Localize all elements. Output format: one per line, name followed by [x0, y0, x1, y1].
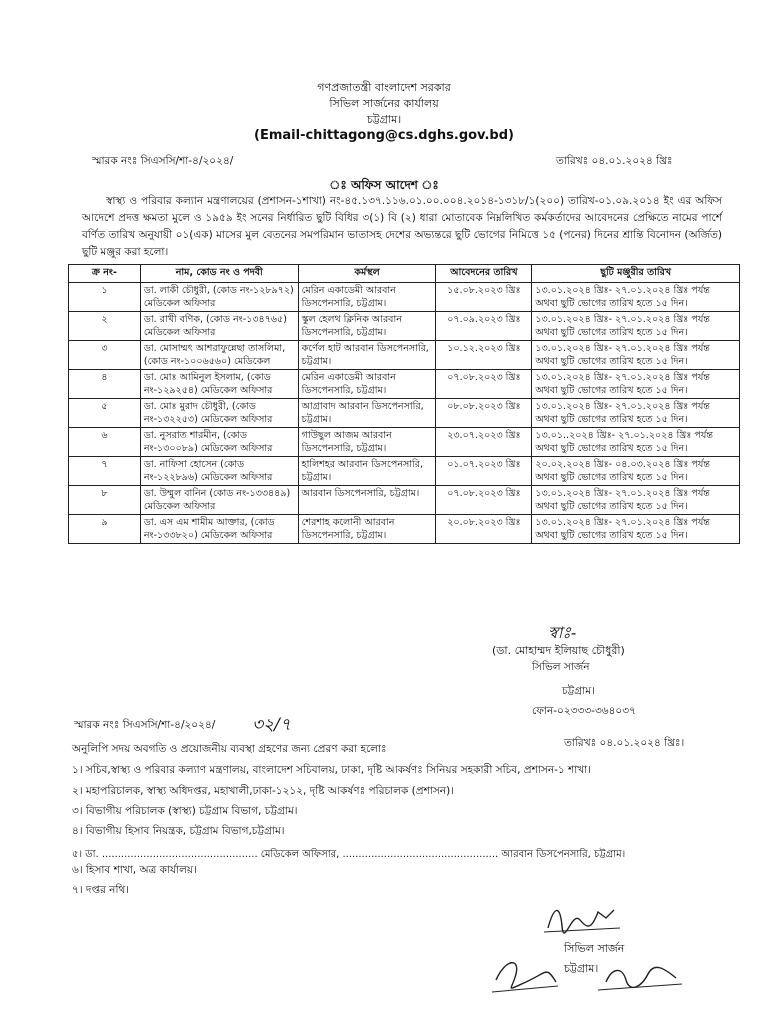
leave-alt: অথবা ছুটি ভোগের তারিখ হতে ১৫ দিন।	[535, 530, 688, 541]
table-row	[69, 283, 740, 312]
cell-sl: ৫	[69, 399, 141, 428]
cell-name: ডা. এস এম শামীম আক্তার, (কোড নং-১৩৩৮২০) মেডিকেল অফিসার	[140, 515, 298, 544]
leave-alt: অথবা ছুটি ভোগের তারিখ হতে ১৫ দিন।	[535, 443, 688, 454]
cc-item: ৫। ডা. ................................................. মেডিকেল অফিসার, ................................................. আরবান ডিসপেনসারি, চট্টগ্রাম।	[72, 849, 626, 860]
cell-leave-date	[532, 341, 740, 370]
cc-item: ৪। বিভাগীয় হিসাব নিয়ন্ত্রক, চট্টগ্রাম বিভাগ,চট্টগ্রাম।	[72, 825, 285, 837]
leave-alt: অথবা ছুটি ভোগের তারিখ হতে ১৫ দিন।	[535, 327, 688, 338]
leave-alt: অথবা ছুটি ভোগের তারিখ হতে ১৫ দিন।	[535, 385, 688, 396]
cell-applied-date: ১০.১২.২০২৩ খ্রিঃ	[436, 341, 532, 370]
cell-name: ডা. নাফিসা হোসেন (কোড নং-১২২৮৯৬) মেডিকেল অফিসার	[140, 457, 298, 486]
memo-date: তারিখঃ ০৪.০১.২০২৪ খ্রিঃ	[556, 155, 673, 167]
signer-city: চট্টগ্রাম।	[562, 685, 595, 697]
cell-leave-date	[532, 428, 740, 457]
cell-workplace: মেরিন একাডেমী আরবান ডিসপেনসারি, চট্টগ্রাম।	[298, 283, 436, 312]
table-row	[69, 341, 740, 370]
cell-name: ডা. মোঃ আমিনুল ইসলাম, (কোড নং-১২৯২৫৪) মেডিকেল অফিসার	[140, 370, 298, 399]
signer-name: (ডা. মোহাম্মদ ইলিয়াছ চৌধুরী)	[492, 644, 625, 657]
cell-sl: ৬	[69, 428, 141, 457]
cell-applied-date: ০১.০৭.২০২৩ খ্রিঃ	[436, 457, 532, 486]
signer2-designation: সিভিল সার্জন	[564, 942, 625, 955]
leave-range: ১৩.০১.২০২৪ খ্রিঃ- ২৭.০১.২০২৪ খ্রিঃ পর্যন্ত	[535, 517, 710, 528]
leave-range: ১৩.০১.২০২৪ খ্রিঃ- ২৭.০১.২০২৪ খ্রিঃ পর্যন্ত	[535, 488, 710, 499]
cell-name: ডা. উম্মুল বানিন (কোড নং-১৩৩৪৪৯) মেডিকেল অফিসার	[140, 486, 298, 515]
leave-alt: অথবা ছুটি ভোগের তারিখ হতে ১৫ দিন।	[535, 298, 688, 309]
col-leave-date: ছুটি মঞ্জুরীর তারিখ	[532, 265, 740, 283]
cell-applied-date: ২০.০৮.২০২৩ খ্রিঃ	[436, 515, 532, 544]
cc-intro: অনুলিপি সদয় অবগতি ও প্রয়োজনীয় ব্যবস্থা গ্রহণের জন্য প্রেরণ করা হলোঃ	[72, 743, 387, 755]
memo2-date: তারিখঃ ০৪.০১.২০২৪ খ্রিঃ।	[564, 737, 685, 749]
cell-name: ডা. মোসাম্মৎ আশরাফুন্নেছা তাসলিমা, (কোড নং-১০০৬৫৬০) মেডিকেল	[140, 341, 298, 370]
leave-table	[68, 264, 740, 544]
leave-range: ২০.০২.২০২৪ খ্রিঃ- ০৪.০৩.২০২৪ খ্রিঃ পর্যন্ত	[535, 459, 710, 470]
col-name: নাম, কোড নং ও পদবী	[140, 265, 298, 283]
cell-applied-date: ২৩.০৭.২০২৩ খ্রিঃ	[436, 428, 532, 457]
cell-leave-date	[532, 312, 740, 341]
cell-sl: ৪	[69, 370, 141, 399]
col-workplace: কর্মস্থল	[298, 265, 436, 283]
signer-designation: সিভিল সার্জন	[532, 661, 590, 673]
leave-range: ১৩.০১.২০২৪ খ্রিঃ- ২৭.০১.২০২৪ খ্রিঃ পর্যন্ত	[535, 285, 710, 296]
cell-sl: ৯	[69, 515, 141, 544]
memo2-number-handwritten: ৩২/৭	[252, 715, 291, 735]
gov-header: গণপ্রজাতন্ত্রী বাংলাদেশ সরকার	[317, 81, 451, 94]
cell-sl: ২	[69, 312, 141, 341]
cell-name: ডা. মোঃ মুরাদ চৌধুরী, (কোড নং-১৩২২৫৩) মেডিকেল অফিসার	[140, 399, 298, 428]
table-row	[69, 312, 740, 341]
table-row	[69, 428, 740, 457]
table-header-row	[69, 265, 740, 283]
col-applied-date: আবেদনের তারিখ	[436, 265, 532, 283]
cell-name: ডা. লাকী চৌধুরী, (কোড নং-১২৮৯৭২) মেডিকেল অফিসার	[140, 283, 298, 312]
table-row	[69, 399, 740, 428]
cell-workplace: কর্ণেল হাট আরবান ডিসপেনসারি, চট্টগ্রাম।	[298, 341, 436, 370]
cc-item: ৬। হিসাব শাখা, অত্র কার্যালয়।	[72, 864, 197, 876]
cell-sl: ৮	[69, 486, 141, 515]
cc-item: ১। সচিব,স্বাস্থ্য ও পরিবার কল্যাণ মন্ত্রণালয়, বাংলাদেশ সচিবালয়, ঢাকা, দৃষ্টি আকর্ষণঃ সিনিয়র সহকারী সচিব, প্রশাসন-১ শাখা।	[72, 764, 591, 776]
table-row	[69, 515, 740, 544]
cell-sl: ৩	[69, 341, 141, 370]
leave-range: ১৩.০১.২০২৪ খ্রিঃ- ২৭.০১.২০২৪ খ্রিঃ পর্যন্ত	[535, 343, 710, 354]
cell-workplace: আরবান ডিসপেনসারি, চট্টগ্রাম।	[298, 486, 436, 515]
cell-name: ডা. নুসরাত শারমীন, (কোড নং-১৩০০৮৯) মেডিকেল অফিসার	[140, 428, 298, 457]
order-title: ঃ অফিস আদেশ ঃ	[329, 178, 439, 192]
cell-leave-date	[532, 457, 740, 486]
cell-applied-date: ০৮.০৮.২০২৩ খ্রিঃ	[436, 399, 532, 428]
cell-leave-date	[532, 370, 740, 399]
signer-phone: ফোন-০২৩৩৩-৩৬৪০৩৭	[532, 705, 636, 717]
order-body: স্বাস্থ্য ও পরিবার কল্যান মন্ত্রণালয়ের (প্রশাসন-১শাখা) নং-৪৫.১৩৭.১১৬.০১.০০.০০৪.২০১৪-১৩১৮/১(২০০) তারিখ-০১.০৯.২০১৪ ইং এর অফিস আদেশে প্রদত্ত ক্ষমতা মুলে ও ১৯৫৯ ইং সনের নির্ধারিত ছুটি বিধির ৩(১) বি (২) ধারা মোতাবেক নিম্নলিখিত কর্মকর্তাদের আবেদনের প্রেক্ষিতে নামের পার্শে বর্ণিত তারিখ অনুযায়ী ০১(এক) মাসের মুল বেতনের সমপরিমান ভাতাসহ দেশের অভ্যন্তরে ছুটি ভোগের নিমিত্তে ১৫ (পনের) দিনের শ্রান্তি বিনোদন (অর্জিত) ছুটি মঞ্জুর করা হলো।	[82, 195, 722, 258]
signer2-city: চট্টগ্রাম।	[564, 962, 599, 975]
leave-alt: অথবা ছুটি ভোগের তারিখ হতে ১৫ দিন।	[535, 501, 688, 512]
cell-applied-date: ১৫.০৮.২০২৩ খ্রিঃ	[436, 283, 532, 312]
cell-workplace: মেরিন একাডেমী আরবান ডিসপেনসারি, চট্টগ্রাম।	[298, 370, 436, 399]
leave-range: ১৩.০১.২০২৪ খ্রিঃ- ২৭.০১.২০২৪ খ্রিঃ পর্যন্ত	[535, 372, 710, 383]
leave-alt: অথবা ছুটি ভোগের তারিখ হতে ১৫ দিন।	[535, 356, 688, 367]
cell-sl: ১	[69, 283, 141, 312]
cc-item: ২। মহাপরিচালক, স্বাস্থ্য অধিদপ্তর, মহাখালী,ঢাকা-১২১২, দৃষ্টি আকর্ষণঃ পরিচালক (প্রশাসন)।	[72, 785, 454, 797]
cell-leave-date	[532, 486, 740, 515]
initials-scribble	[486, 952, 686, 1000]
cell-name: ডা. রাখী বণিক, (কোড নং-১৩৪৭৬৫) মেডিকেল অফিসার	[140, 312, 298, 341]
cell-workplace: গাউছুল আজম আরবান ডিসপেনসারি, চট্টগ্রাম।	[298, 428, 436, 457]
cc-item: ৭। দপ্তর নথি।	[72, 884, 130, 896]
table-row	[69, 486, 740, 515]
cell-leave-date	[532, 515, 740, 544]
cell-applied-date: ০৭.০৯.২০২৩ খ্রিঃ	[436, 312, 532, 341]
leave-range: ১৩.০১.২০২৪ খ্রিঃ- ২৭.০১.২০২৪ খ্রিঃ পর্যন্ত	[535, 314, 710, 325]
leave-alt: অথবা ছুটি ভোগের তারিখ হতে ১৫ দিন।	[535, 472, 688, 483]
office-email: (Email-chittagong@cs.dghs.gov.bd)	[254, 128, 514, 143]
cell-leave-date	[532, 399, 740, 428]
cell-leave-date	[532, 283, 740, 312]
cell-workplace: হালিশহর আরবান ডিসপেনসারি, চট্টগ্রাম।	[298, 457, 436, 486]
leave-alt: অথবা ছুটি ভোগের তারিখ হতে ১৫ দিন।	[535, 414, 688, 425]
col-sl: ক্র নং-	[69, 265, 141, 283]
office-name: সিভিল সার্জনের কার্যালয়	[329, 97, 439, 110]
memo-ref: স্মারক নংঃ সিএসসি/শা-৪/২০২৪/	[92, 155, 234, 167]
leave-range: ১৩.০১.২০২৪ খ্রিঃ- ২৭.০১.২০২৪ খ্রিঃ পর্যন্ত	[535, 401, 710, 412]
cell-workplace: স্কুল হেলথ ক্লিনিক আরবান ডিসপেনসারি, চট্টগ্রাম।	[298, 312, 436, 341]
signature-mark-1: স্বাঃ-	[548, 623, 577, 642]
memo2-ref: স্মারক নংঃ সিএসসি/শা-৪/২০২৪/	[74, 719, 216, 731]
cell-workplace: আগ্রাবাদ আরবান ডিসপেনসারি, চট্টগ্রাম।	[298, 399, 436, 428]
cc-item: ৩। বিভাগীয় পরিচালক (স্বাস্থ্য) চট্টগ্রাম বিভাগ, চট্টগ্রাম।	[72, 805, 298, 817]
table-body	[69, 283, 740, 544]
table-row	[69, 457, 740, 486]
leave-range: ১৩.০১..২০২৪ খ্রিঃ- ২৭.০১.২০২৪ খ্রিঃ পর্যন্ত	[535, 430, 713, 441]
cell-workplace: শেরশাহ কলোনী আরবান ডিসপেনসারি, চট্টগ্রাম।	[298, 515, 436, 544]
table-row	[69, 370, 740, 399]
office-city: চট্টগ্রাম।	[366, 113, 402, 126]
cell-applied-date: ০৭.০৮.২০২৩ খ্রিঃ	[436, 486, 532, 515]
signature-scribble-2	[540, 898, 630, 938]
cell-sl: ৭	[69, 457, 141, 486]
cell-applied-date: ০৭.০৮.২০২৩ খ্রিঃ	[436, 370, 532, 399]
